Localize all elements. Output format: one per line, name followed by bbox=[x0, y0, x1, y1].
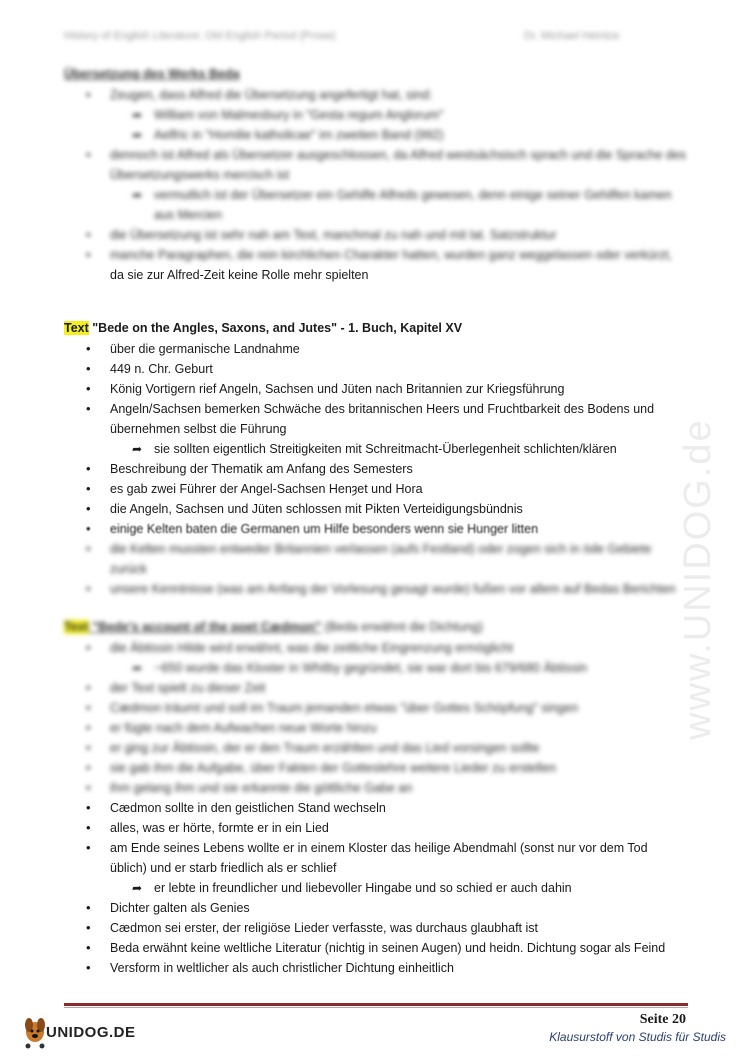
arrow-icon: ➦ bbox=[132, 661, 143, 675]
footer-tagline: Klausurstoff von Studis für Studis bbox=[549, 1030, 726, 1044]
footer-divider-thin bbox=[64, 1007, 688, 1008]
header-course-title: History of English Literature: Old English Period (Prose) bbox=[64, 30, 336, 42]
list-item: • es gab zwei Führer der Angel-Sachsen Henȝet und Hora bbox=[64, 479, 689, 499]
section-2-title: Text "Bede on the Angles, Saxons, and Jutes" - 1. Buch, Kapitel XV bbox=[64, 321, 463, 335]
arrow-icon: ➦ bbox=[132, 128, 143, 142]
text-label-highlight: Text bbox=[64, 321, 89, 335]
logo-text: UNIDOG.DE bbox=[46, 1024, 136, 1041]
list-item: • König Vortigern rief Angeln, Sachsen und Jüten nach Britannien zur Kriegsführung bbox=[64, 379, 689, 399]
sub-list-item: ➦ er lebte in freundlicher und liebevoller Hingabe und so schied er auch dahin bbox=[64, 878, 689, 898]
list-item: • über die germanische Landnahme bbox=[64, 339, 689, 359]
dog-icon bbox=[25, 1018, 45, 1049]
list-item: • 449 n. Chr. Geburt bbox=[64, 359, 689, 379]
page-number: Seite 20 bbox=[639, 1012, 686, 1027]
list-item: • Cædmon sei erster, der religiöse Lieder verfasste, was durchaus glaubhaft ist bbox=[64, 918, 689, 938]
sub-list-item: ➦ Aelfric in "Homilie katholicae" im zweiten Band (992) bbox=[64, 125, 689, 145]
list-item: • Cædmon träumt und soll im Traum jemanden etwas "über Gottes Schöpfung" singen bbox=[64, 698, 689, 718]
section-bede-angles bbox=[64, 318, 689, 599]
arrow-icon: ➦ bbox=[132, 881, 143, 895]
list-item-continuation: zurück bbox=[110, 562, 147, 576]
list-item: • alles, was er hörte, formte er in ein Lied bbox=[64, 818, 689, 838]
page-header bbox=[64, 30, 670, 42]
list-item-continuation: übernehmen selbst die Führung bbox=[110, 422, 287, 436]
list-item: • die Äbtissin Hilde wird erwähnt, was die zeitliche Eingrenzung ermöglicht bbox=[64, 638, 689, 658]
sub-list-item: ➦ sie sollten eigentlich Streitigkeiten mit Schreitmacht-Überlegenheit schlichten/klären bbox=[64, 439, 689, 459]
sub-list-item: ➦ ~650 wurde das Kloster in Whitby gegründet, sie war dort bis 679/680 Äbtissin bbox=[64, 658, 689, 678]
list-item-continuation: üblich) und er starb friedlich als er schlief bbox=[110, 861, 337, 875]
list-item: • Beda erwähnt keine weltliche Literatur (nichtig in seinen Augen) und heidn. Dichtung sogar als Feind bbox=[64, 938, 689, 958]
section-caedmon bbox=[64, 617, 689, 978]
section-1-title: Übersetzung des Werks Beda bbox=[64, 67, 240, 81]
list-item: • Zeugen, dass Alfred die Übersetzung angefertigt hat, sind: bbox=[64, 85, 689, 105]
list-item: • er fügte nach dem Aufwachen neue Worte hinzu bbox=[64, 718, 689, 738]
list-item: • die Kelten mussten entweder Britannien verlassen (aufs Festland) oder zogen sich in öde Gebiete bbox=[64, 539, 689, 559]
list-item: • Beschreibung der Thematik am Anfang des Semesters bbox=[64, 459, 689, 479]
list-item: • sie gab ihm die Aufgabe, über Fakten der Gotteslehre weitere Lieder zu erstellen bbox=[64, 758, 689, 778]
list-item: • Cædmon sollte in den geistlichen Stand wechseln bbox=[64, 798, 689, 818]
list-item: • Versform in weltlicher als auch christlicher Dichtung einheitlich bbox=[64, 958, 689, 978]
list-item: • ihm gelang ihm und sie erkannte die göttliche Gabe an bbox=[64, 778, 689, 798]
watermark bbox=[677, 270, 730, 740]
section-uebersetzung bbox=[64, 64, 689, 285]
list-item-continuation: da sie zur Alfred-Zeit keine Rolle mehr spielten bbox=[110, 268, 369, 282]
text-label-highlight: Text bbox=[64, 620, 89, 634]
header-author: Dr. Michael Heintze bbox=[524, 30, 620, 42]
list-item: • der Text spielt zu dieser Zeit bbox=[64, 678, 689, 698]
list-item: • die Übersetzung ist sehr nah am Text, manchmal zu nah und mit lat. Satzstruktur bbox=[64, 225, 689, 245]
list-item: • manche Paragraphen, die rein kirchlichen Charakter hatten, wurden ganz weggelassen oder verkürzt, bbox=[64, 245, 689, 265]
arrow-icon: ➦ bbox=[132, 108, 143, 122]
list-item: • am Ende seines Lebens wollte er in einem Kloster das heilige Abendmahl (sonst nur vor dem Tod bbox=[64, 838, 689, 858]
arrow-icon: ➦ bbox=[132, 188, 143, 202]
list-item: • Angeln/Sachsen bemerken Schwäche des britannischen Heers und Fruchtbarkeit des Bodens und bbox=[64, 399, 689, 419]
list-item: • dennoch ist Alfred als Übersetzer ausgeschlossen, da Alfred westsächsisch sprach und die Sprache des Übersetzungswerks mercisch ist bbox=[64, 145, 689, 185]
list-item: • unsere Kenntnisse (was am Anfang der Vorlesung gesagt wurde) fußen vor allem auf Bedas Berichten bbox=[64, 579, 689, 599]
list-item: • die Angeln, Sachsen und Jüten schlossen mit Pikten Verteidigungsbündnis bbox=[64, 499, 689, 519]
arrow-icon: ➦ bbox=[132, 442, 143, 456]
list-item: • einige Kelten baten die Germanen um Hilfe besonders wenn sie Hunger litten bbox=[64, 519, 689, 539]
list-item: • Dichter galten als Genies bbox=[64, 898, 689, 918]
watermark-text: www.UNIDOG.de bbox=[677, 418, 719, 740]
section-3-title: Text "Bede's account of the poet Cædmon" (Beda erwähnt die Dichtung) bbox=[64, 620, 483, 634]
list-item: • er ging zur Äbtissin, der er den Traum erzählten und das Lied vorsingen sollte bbox=[64, 738, 689, 758]
sub-list-item: ➦ vermutlich ist der Übersetzer ein Gehilfe Alfreds gewesen, denn einige seiner Gehilfen kamen aus Mercien bbox=[64, 185, 689, 225]
footer-divider bbox=[64, 1003, 688, 1006]
sub-list-item: ➦ William von Malmesbury in "Gesta regum Anglorum" bbox=[64, 105, 689, 125]
